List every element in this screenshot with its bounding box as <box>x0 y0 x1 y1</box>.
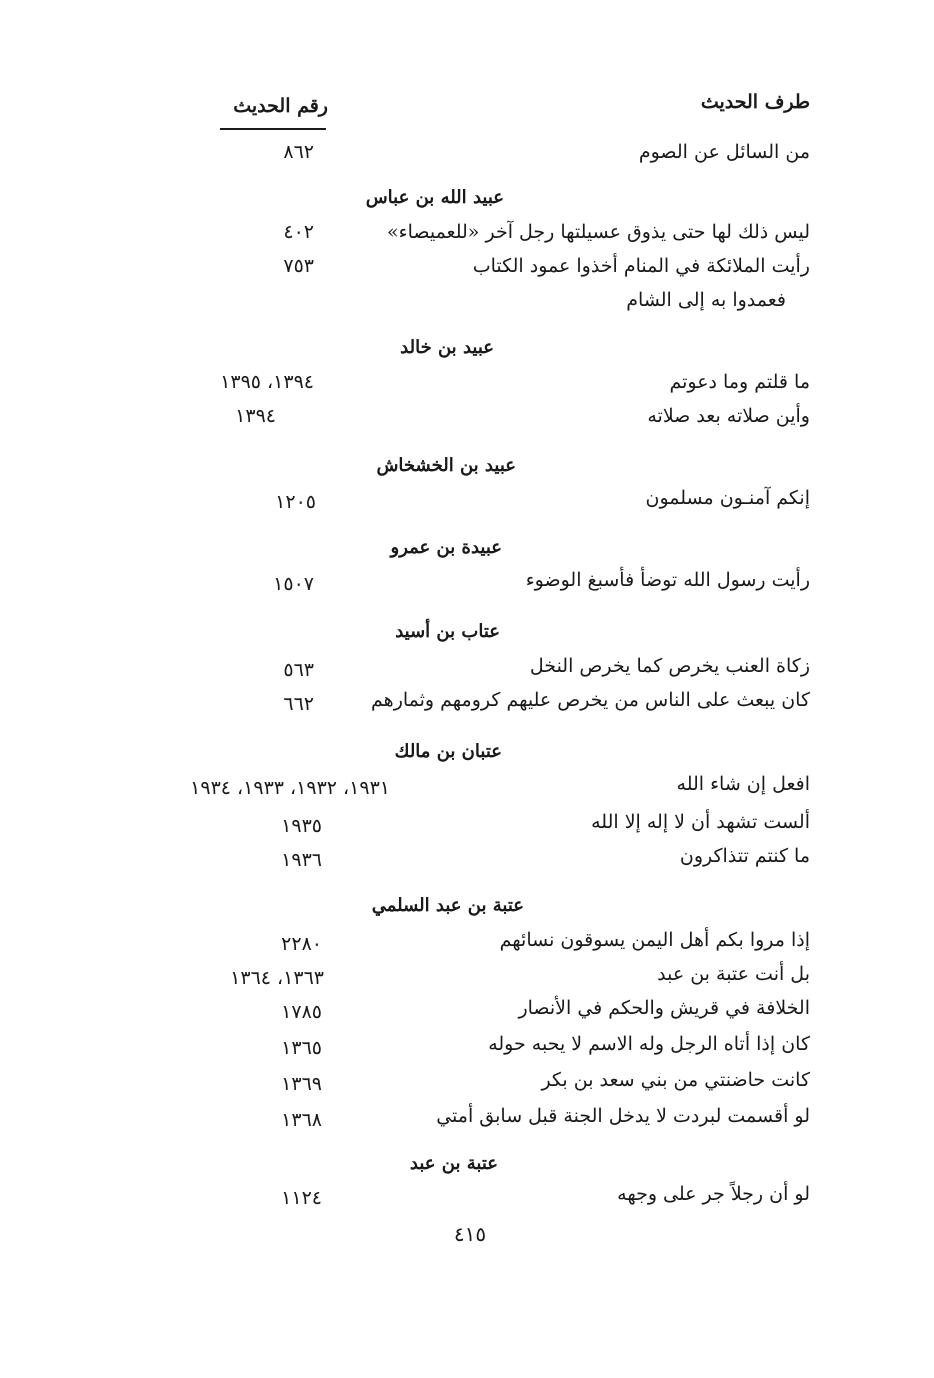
hadith-text: لو أن رجلاً جر على وجهه <box>617 1183 810 1205</box>
hadith-text: ما قلتم وما دعوتم <box>669 371 810 393</box>
hadith-text: ليس ذلك لها حتى يذوق عسيلتها رجل آخر «للعميصاء» <box>387 221 810 243</box>
narrator-heading: عتاب بن أسيد <box>395 621 500 642</box>
hadith-text: وأين صلاته بعد صلاته <box>647 405 810 427</box>
hadith-text: الخلافة في قريش والحكم في الأنصار <box>518 997 810 1019</box>
narrator-heading: عبيد بن الخشخاش <box>376 455 516 476</box>
hadith-number: ١٣٩٤، ١٣٩٥ <box>220 371 314 393</box>
hadith-number: ٦٦٢ <box>283 693 314 715</box>
hadith-text-continuation: فعمدوا به إلى الشام <box>626 289 786 311</box>
hadith-number: ١٣٩٤ <box>235 405 276 427</box>
hadith-number: ١٢٠٥ <box>275 491 316 513</box>
hadith-number: ١٩٣٥ <box>281 815 322 837</box>
hadith-text: لو أقسمت لبردت لا يدخل الجنة قبل سابق أمتي <box>436 1105 810 1127</box>
hadith-text: بل أنت عتبة بن عبد <box>657 963 810 985</box>
hadith-text: كان يبعث على الناس من يخرص عليهم كرومهم وثمارهم <box>371 689 810 711</box>
hadith-number: ١٣٦٥ <box>281 1037 322 1059</box>
column-header-hadith-number: رقم الحديث <box>233 95 328 117</box>
hadith-text: ألست تشهد أن لا إله إلا الله <box>591 811 810 833</box>
hadith-number: ٧٥٣ <box>283 255 314 277</box>
hadith-number: ٢٢٨٠ <box>281 933 322 955</box>
hadith-number: ٨٦٢ <box>283 141 314 163</box>
hadith-number: ١٣٦٩ <box>281 1073 322 1095</box>
narrator-heading: عبيدة بن عمرو <box>390 537 502 558</box>
hadith-number: ١٣٦٨ <box>281 1109 322 1131</box>
hadith-number: ٤٠٢ <box>283 221 314 243</box>
hadith-text: رأيت رسول الله توضأ فأسبغ الوضوء <box>525 569 810 591</box>
hadith-text: افعل إن شاء الله <box>676 773 810 795</box>
hadith-number: ٥٦٣ <box>283 659 314 681</box>
hadith-text: إذا مروا بكم أهل اليمن يسوقون نسائهم <box>499 929 810 951</box>
hadith-number: ١٥٠٧ <box>273 573 314 595</box>
page-number: ٤١٥ <box>453 1222 487 1246</box>
narrator-heading: عتبة بن عبد <box>409 1153 498 1174</box>
header-underline <box>220 128 326 130</box>
narrator-heading: عتبان بن مالك <box>394 741 502 762</box>
hadith-number: ١٧٨٥ <box>281 1001 322 1023</box>
narrator-heading: عتبة بن عبد السلمي <box>371 895 524 916</box>
hadith-number: ١١٢٤ <box>281 1187 322 1209</box>
hadith-text: من السائل عن الصوم <box>638 141 810 163</box>
column-header-hadith-text: طرف الحديث <box>700 91 810 113</box>
narrator-heading: عبيد بن خالد <box>400 337 494 358</box>
hadith-text: إنكم آمنـون مسلمون <box>645 487 810 509</box>
hadith-text: رأيت الملائكة في المنام أخذوا عمود الكتاب <box>472 255 810 277</box>
hadith-number: ١٩٣٦ <box>281 849 322 871</box>
hadith-text: كان إذا أتاه الرجل وله الاسم لا يحبه حوله <box>488 1033 810 1055</box>
hadith-text: كانت حاضنتي من بني سعد بن بكر <box>541 1069 810 1091</box>
hadith-number: ١٣٦٣، ١٣٦٤ <box>230 967 324 989</box>
hadith-number: ١٩٣١، ١٩٣٢، ١٩٣٣، ١٩٣٤ <box>190 777 390 799</box>
hadith-text: ما كنتم تتذاكرون <box>679 845 810 867</box>
hadith-text: زكاة العنب يخرص كما يخرص النخل <box>529 655 810 677</box>
narrator-heading: عبيد الله بن عباس <box>365 187 504 208</box>
